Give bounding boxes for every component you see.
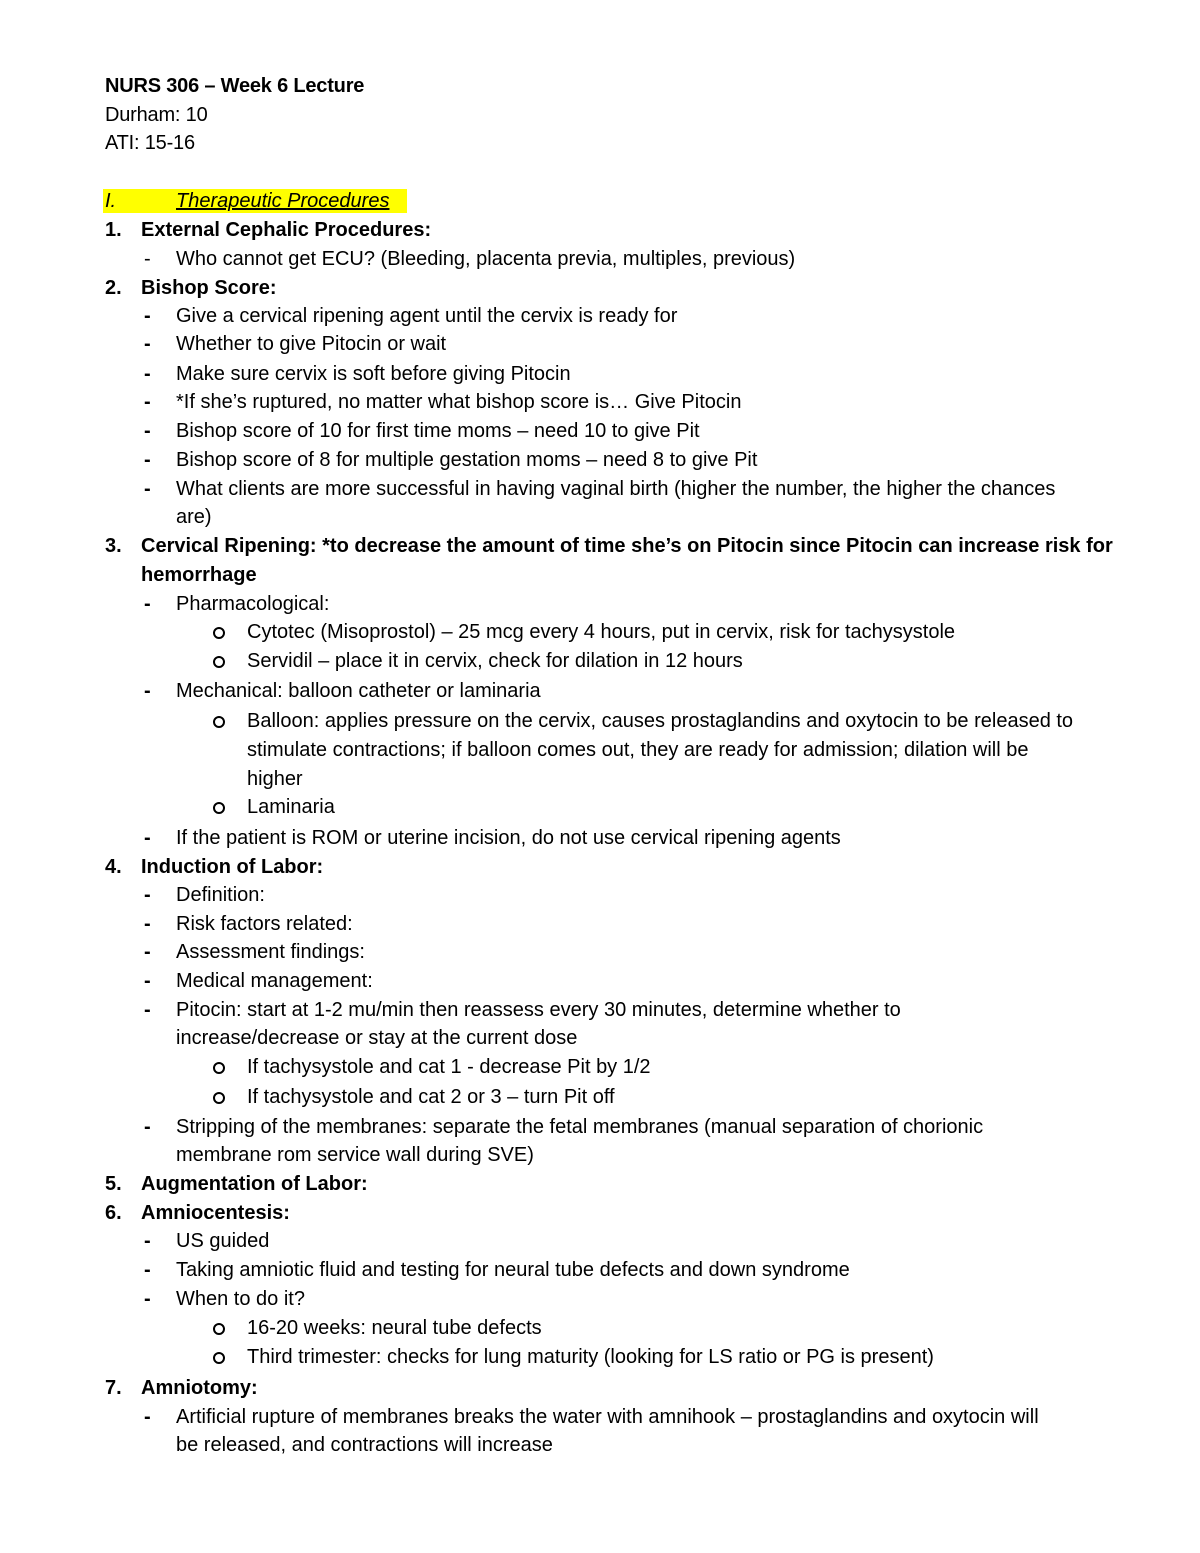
- bullet-text: Stripping of the membranes: separate the fetal membranes (manual separation of chorionic: [176, 1116, 984, 1138]
- sub-bullet-text: Balloon: applies pressure on the cervix, causes prostaglandins and oxytocin to be released to: [247, 710, 1074, 732]
- bullet-text: When to do it?: [176, 1288, 305, 1310]
- bullet-text: Bishop score of 8 for multiple gestation moms – need 8 to give Pit: [176, 449, 758, 471]
- bullet-text: US guided: [176, 1230, 270, 1252]
- dash-bullet: -: [144, 827, 151, 849]
- circle-bullet-icon: [213, 1323, 225, 1335]
- sub-bullet-text: Laminaria: [247, 796, 335, 818]
- circle-bullet-icon: [213, 802, 225, 814]
- dash-bullet: -: [144, 333, 151, 355]
- item-title: Cervical Ripening: *to decrease the amount of time she’s on Pitocin since Pitocin can increase risk for: [141, 535, 1113, 557]
- item-number: 3.: [105, 535, 122, 557]
- sub-bullet-text-cont: stimulate contractions; if balloon comes out, they are ready for admission; dilation will be: [247, 739, 1029, 761]
- item-title-cont: hemorrhage: [141, 564, 257, 586]
- bullet-text: Assessment findings:: [176, 941, 365, 963]
- bullet-text: Artificial rupture of membranes breaks the water with amnihook – prostaglandins and oxytocin will: [176, 1406, 1039, 1428]
- item-title: Induction of Labor:: [141, 856, 324, 878]
- bullet-text: If the patient is ROM or uterine incision, do not use cervical ripening agents: [176, 827, 841, 849]
- sub-bullet-text: If tachysystole and cat 1 - decrease Pit by 1/2: [247, 1056, 651, 1078]
- bullet-text: *If she’s ruptured, no matter what bishop score is… Give Pitocin: [176, 391, 742, 413]
- header-durham: Durham: 10: [105, 104, 208, 126]
- dash-bullet: -: [144, 1230, 151, 1252]
- sub-bullet-text: Third trimester: checks for lung maturity (looking for LS ratio or PG is present): [247, 1346, 934, 1368]
- circle-bullet-icon: [213, 1062, 225, 1074]
- sub-bullet-text-cont: higher: [247, 768, 303, 790]
- section-title: Therapeutic Procedures: [176, 190, 390, 212]
- sub-bullet-text: If tachysystole and cat 2 or 3 – turn Pit off: [247, 1086, 615, 1108]
- item-title: Amniotomy:: [141, 1377, 258, 1399]
- dash-bullet: -: [144, 970, 151, 992]
- dash-bullet: -: [144, 420, 151, 442]
- bullet-text: Make sure cervix is soft before giving Pitocin: [176, 363, 571, 385]
- dash-bullet: -: [144, 478, 151, 500]
- bullet-text: Definition:: [176, 884, 265, 906]
- bullet-text: Risk factors related:: [176, 913, 353, 935]
- bullet-text: Taking amniotic fluid and testing for neural tube defects and down syndrome: [176, 1259, 850, 1281]
- circle-bullet-icon: [213, 716, 225, 728]
- dash-bullet: -: [144, 680, 151, 702]
- dash-bullet: -: [144, 913, 151, 935]
- dash-bullet: -: [144, 305, 151, 327]
- bullet-text: Whether to give Pitocin or wait: [176, 333, 447, 355]
- item-number: 1.: [105, 219, 122, 241]
- item-title: Bishop Score:: [141, 277, 277, 299]
- sub-bullet-text: Cytotec (Misoprostol) – 25 mcg every 4 hours, put in cervix, risk for tachysystole: [247, 621, 956, 643]
- item-title: Amniocentesis:: [141, 1202, 290, 1224]
- bullet-text-cont: be released, and contractions will increase: [176, 1434, 553, 1456]
- document-title: NURS 306 – Week 6 Lecture: [105, 75, 365, 97]
- dash-bullet: -: [144, 999, 151, 1021]
- item-number: 4.: [105, 856, 122, 878]
- item-title: Augmentation of Labor:: [141, 1173, 368, 1195]
- item-number: 5.: [105, 1173, 122, 1195]
- dash-bullet: -: [144, 248, 151, 270]
- header-ati: ATI: 15-16: [105, 132, 195, 154]
- sub-bullet-text: Servidil – place it in cervix, check for dilation in 12 hours: [247, 650, 743, 672]
- sub-bullet-text: 16-20 weeks: neural tube defects: [247, 1317, 542, 1339]
- bullet-text: Medical management:: [176, 970, 373, 992]
- dash-bullet: -: [144, 1116, 151, 1138]
- circle-bullet-icon: [213, 627, 225, 639]
- dash-bullet: -: [144, 1288, 151, 1310]
- section-numeral: I.: [105, 190, 117, 212]
- bullet-text: Bishop score of 10 for first time moms – need 10 to give Pit: [176, 420, 700, 442]
- dash-bullet: -: [144, 363, 151, 385]
- bullet-text: Pharmacological:: [176, 593, 330, 615]
- bullet-text: What clients are more successful in having vaginal birth (higher the number, the higher the chances: [176, 478, 1056, 500]
- dash-bullet: -: [144, 1259, 151, 1281]
- dash-bullet: -: [144, 941, 151, 963]
- item-number: 2.: [105, 277, 122, 299]
- bullet-text-cont: membrane rom service wall during SVE): [176, 1144, 534, 1166]
- dash-bullet: -: [144, 593, 151, 615]
- item-number: 6.: [105, 1202, 122, 1224]
- dash-bullet: -: [144, 391, 151, 413]
- dash-bullet: -: [144, 1406, 151, 1428]
- bullet-text: Mechanical: balloon catheter or laminaria: [176, 680, 541, 702]
- bullet-text-cont: increase/decrease or stay at the current dose: [176, 1027, 578, 1049]
- bullet-text: Pitocin: start at 1-2 mu/min then reassess every 30 minutes, determine whether to: [176, 999, 901, 1021]
- bullet-text-cont: are): [176, 506, 212, 528]
- dash-bullet: -: [144, 449, 151, 471]
- dash-bullet: -: [144, 884, 151, 906]
- circle-bullet-icon: [213, 1352, 225, 1364]
- item-number: 7.: [105, 1377, 122, 1399]
- circle-bullet-icon: [213, 656, 225, 668]
- item-title: External Cephalic Procedures:: [141, 219, 432, 241]
- circle-bullet-icon: [213, 1092, 225, 1104]
- bullet-text: Give a cervical ripening agent until the cervix is ready for: [176, 305, 678, 327]
- bullet-text: Who cannot get ECU? (Bleeding, placenta previa, multiples, previous): [176, 248, 796, 270]
